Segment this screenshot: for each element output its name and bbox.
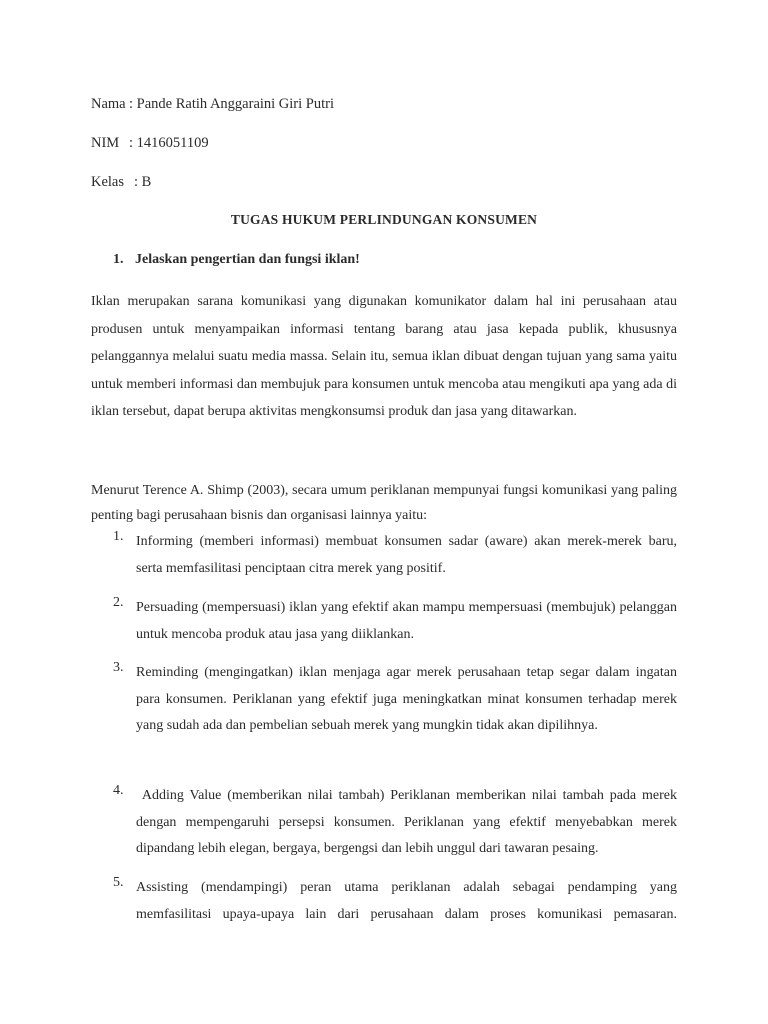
question-heading <box>113 252 360 268</box>
list-item <box>113 595 677 648</box>
kelas-label: Kelas <box>91 174 125 190</box>
nama-value: : Pande Ratih Anggaraini Giri Putri <box>129 96 334 112</box>
list-item-text: Persuading (mempersuasi) iklan yang efektif akan mampu mempersuasi (membujuk) pelanggan untuk mencoba produk atau jasa yang diiklankan. <box>136 600 677 642</box>
list-item-number: 3. <box>113 660 124 675</box>
list-item <box>113 783 681 863</box>
list-item-text: Assisting (mendampingi) peran utama periklanan adalah sebagai pendamping yang memfasilitasi upaya-upaya lain dari perusahaan dalam proses komunikasi pemasaran. <box>136 880 677 922</box>
list-item <box>113 529 677 582</box>
list-item <box>113 875 677 928</box>
nim-label: NIM <box>91 135 120 151</box>
list-item-number: 1. <box>113 529 124 544</box>
list-item-text: Informing (memberi informasi) membuat konsumen sadar (aware) akan merek-merek baru, serta memfasilitasi penciptaan citra merek yang positif. <box>136 534 677 576</box>
kelas-row <box>91 173 152 191</box>
nim-row <box>91 134 209 152</box>
list-item-number: 2. <box>113 595 124 610</box>
paragraph-definition: Iklan merupakan sarana komunikasi yang digunakan komunikator dalam hal ini perusahaan atau produsen untuk menyampaikan informasi tentang barang atau jasa kepada publik, khususnya pelanggannya melalui suatu media massa. Selain itu, semua iklan dibuat dengan tujuan yang sama yaitu untuk memberi informasi dan membujuk para konsumen untuk mencoba atau mengikuti apa yang ada di iklan tersebut, dapat berupa aktivitas mengkonsumsi produk dan jasa yang ditawarkan. <box>91 294 677 419</box>
kelas-value: : B <box>134 174 152 190</box>
list-item-text: Reminding (mengingatkan) iklan menjaga agar merek perusahaan tetap segar dalam ingatan para konsumen. Periklanan yang efektif juga meningkatkan minat konsumen terhadap merek yang sudah ada dan pembelian sebuah merek yang mungkin tidak akan dipilihnya. <box>136 665 677 733</box>
list-item <box>113 660 677 740</box>
nama-row <box>91 95 334 113</box>
question-number: 1. <box>113 252 124 267</box>
nama-label: Nama <box>91 96 126 112</box>
list-item-number: 4. <box>113 783 124 798</box>
list-item-text: Adding Value (memberikan nilai tambah) Periklanan memberikan nilai tambah pada merek dengan mempengaruhi persepsi konsumen. Periklanan yang efektif menyebabkan merek dipandang lebih elegan, bergaya, bergengsi dan lebih unggul dari tawaran pesaing. <box>136 788 681 856</box>
document-title: TUGAS HUKUM PERLINDUNGAN KONSUMEN <box>230 212 538 227</box>
question-text: Jelaskan pengertian dan fungsi iklan! <box>135 252 360 267</box>
list-item-number: 5. <box>113 875 124 890</box>
paragraph-functions-intro: Menurut Terence A. Shimp (2003), secara umum periklanan mempunyai fungsi komunikasi yang paling penting bagi perusahaan bisnis dan organisasi lainnya yaitu: <box>91 483 677 523</box>
nim-value: : 1416051109 <box>129 135 209 151</box>
